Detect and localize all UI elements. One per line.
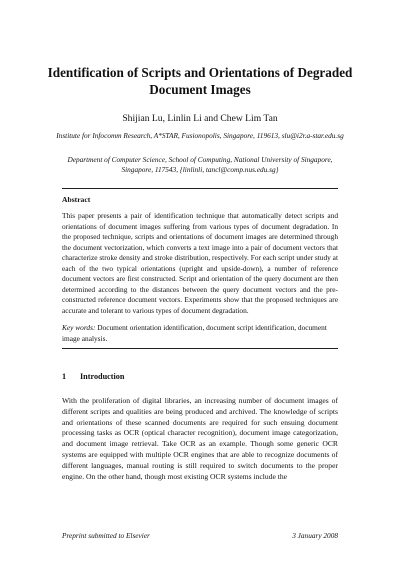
footer-preprint: Preprint submitted to Elsevier bbox=[62, 531, 150, 540]
footer-date: 3 January 2008 bbox=[292, 531, 338, 540]
page-footer bbox=[62, 531, 338, 540]
section-title: Introduction bbox=[80, 372, 125, 381]
abstract-text: This paper presents a pair of identification technique that automatically detect scripts and orientations of document images suffering from various types of document degradation. In the proposed technique, scripts and orientations of document images are determined through the document vectorization, which converts a text image into a pair of document vectors that characterize stroke density and stroke distribution, respectively. For each script under study at each of the two typical orientations (upright and upside-down), a number of reference document vectors are first constructed. Script and orientation of the query document are then determined according to the distances between the query document vectors and the pre-constructed reference document vectors. Experiments show that the proposed techniques are accurate and tolerant to various types of document degradation. bbox=[62, 211, 338, 315]
affiliation-1: Institute for Infocomm Research, A*STAR, Fusionopolis, Singapore, 119613, slu@i2r.a-star.edu.sg bbox=[56, 131, 344, 140]
abstract-top-rule bbox=[62, 188, 338, 189]
affiliation-2: Department of Computer Science, School of Computing, National University of Singapore, Singapore, 117543, {linlinli, tancl@comp.nus.edu.sg} bbox=[67, 155, 333, 175]
keywords-text: Document orientation identification, document script identification, document image analysis. bbox=[62, 323, 327, 343]
keywords bbox=[62, 323, 338, 344]
author-list: Shijian Lu, Linlin Li and Chew Lim Tan bbox=[122, 113, 278, 124]
abstract-heading: Abstract bbox=[62, 195, 91, 204]
abstract-bottom-rule bbox=[62, 348, 338, 349]
paper-title: Identification of Scripts and Orientations of Degraded Document Images bbox=[47, 65, 353, 97]
keywords-label: Key words: bbox=[62, 323, 96, 332]
introduction-text: With the proliferation of digital libraries, an increasing number of document images of different scripts and qualities are being produced and archived. The knowledge of scripts and orientations of these scanned documents are required for such ensuing document processing tasks as OCR (optical character recognition), document image categorization, and document image retrieval. Take OCR as an example. Though some generic OCR systems are equipped with multiple OCR engines that are able to recognize documents of different languages, manual routing is still required to switch documents to the proper engine. On the other hand, though most existing OCR systems include the bbox=[62, 396, 338, 481]
section-heading bbox=[62, 372, 124, 381]
section-number: 1 bbox=[62, 372, 67, 381]
